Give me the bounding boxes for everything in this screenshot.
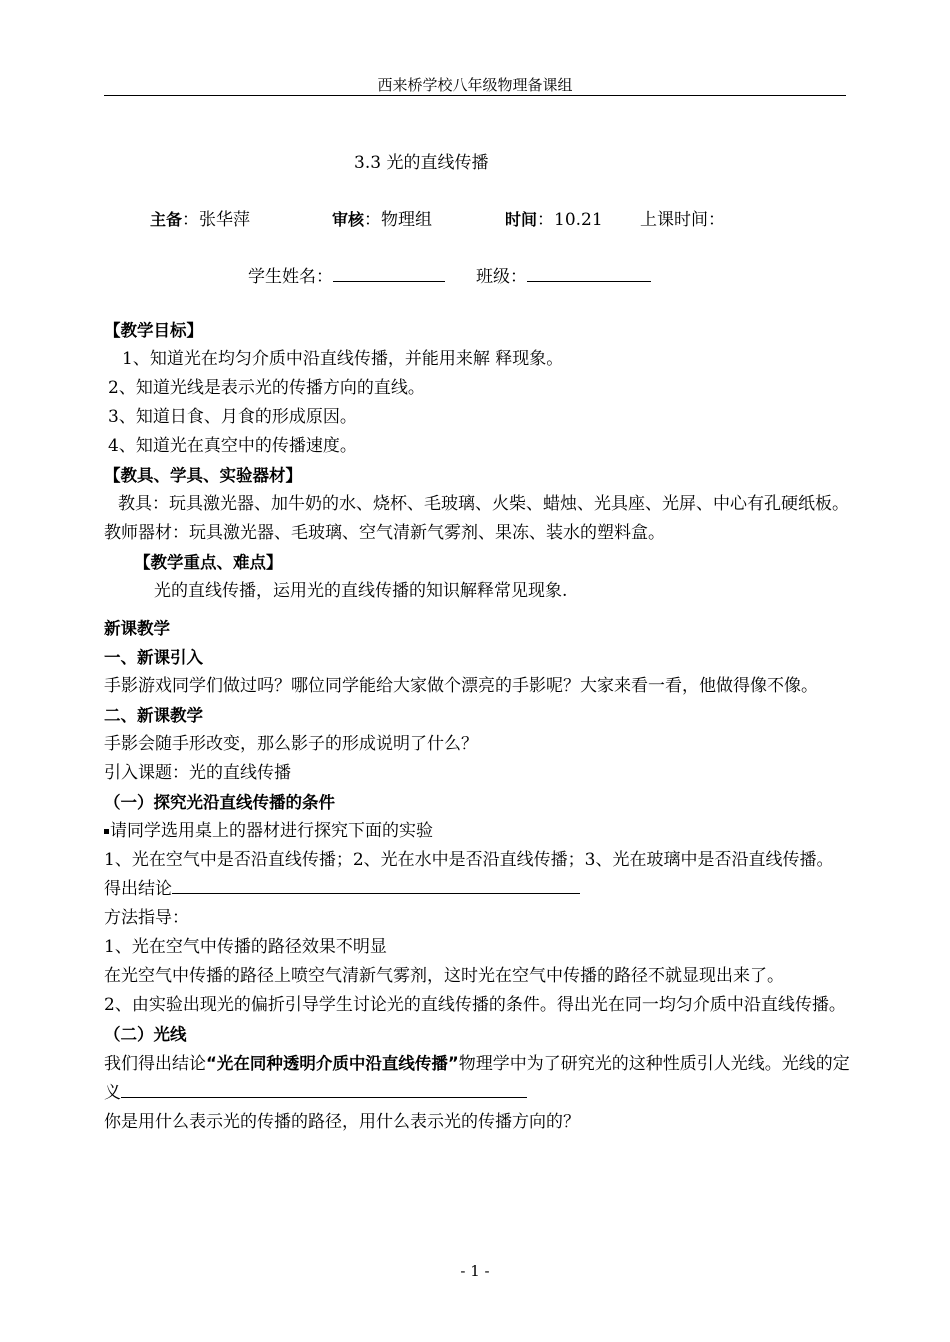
page-header: 西来桥学校八年级物理备课组	[377, 76, 573, 94]
class-blank	[527, 265, 651, 282]
key-text: 光的直线传播，运用光的直线传播的知识解释常见现象.	[154, 581, 568, 601]
class-label: 班级：	[476, 267, 527, 287]
ray-definition-blank	[121, 1081, 527, 1098]
review-field	[332, 205, 432, 230]
method-label: 方法指导：	[104, 908, 189, 928]
subsection-1-items: 1、光在空气中是否沿直线传播；2、光在水中是否沿直线传播；3、光在玻璃中是否沿直线传播。	[104, 850, 834, 870]
sub2-post: 物理学中为了研究光的这种性质引人光线。光线的定义	[104, 1054, 850, 1103]
author-value: ：张华萍	[182, 210, 251, 230]
conclusion-line	[104, 875, 852, 904]
method-1-detail: 在光空气中传播的路径上喷空气清新气雾剂，这时光在空气中传播的路径不就显现出来了。	[104, 966, 784, 986]
time-value: ：10.21	[537, 210, 603, 230]
teach-topic: 引入课题：光的直线传播	[104, 763, 291, 783]
method-2: 2、由实验出现光的偏折引导学生讨论光的直线传播的条件。得出光在同一均匀介质中沿直线传播。	[104, 995, 846, 1015]
class-time-field: 上课时间：	[640, 210, 725, 230]
page-number: - 1 -	[460, 1262, 490, 1280]
class-field	[476, 262, 651, 287]
goal-item: 2、知道光线是表示光的传播方向的直线。	[108, 378, 425, 398]
teach-question: 手影会随手形改变，那么影子的形成说明了什么？	[104, 734, 478, 754]
sub2-pre: 我们得出结论	[104, 1054, 206, 1074]
student-name-blank	[333, 265, 445, 282]
goals-heading: 【教学目标】	[104, 321, 203, 340]
header-rule	[104, 95, 846, 96]
subsection-1-heading: （一）探究光沿直线传播的条件	[104, 793, 335, 812]
document-body	[104, 316, 852, 1137]
subsection-1-lead	[104, 817, 852, 846]
review-value: ：物理组	[364, 210, 433, 230]
student-name-field	[248, 262, 445, 287]
author-field	[150, 205, 250, 230]
sub2-quote: “光在同种透明介质中沿直线传播”	[206, 1054, 459, 1073]
intro-heading: 一、新课引入	[104, 648, 203, 667]
subsection-1-lead-text: 请同学选用桌上的器材进行探究下面的实验	[110, 821, 433, 841]
student-name-label: 学生姓名：	[248, 267, 333, 287]
conclusion-blank	[172, 877, 580, 894]
review-label: 审核	[332, 210, 365, 229]
tools-text: 教具：玩具激光器、加牛奶的水、烧杯、毛玻璃、火柴、蜡烛、光具座、光屏、中心有孔硬纸板。教师器材：玩具激光器、毛玻璃、空气清新气雾剂、果冻、装水的塑料盒。	[104, 494, 849, 543]
bullet-icon	[104, 829, 109, 834]
subsection-2-heading: （二）光线	[104, 1025, 187, 1044]
teach-heading: 二、新课教学	[104, 706, 203, 725]
time-label: 时间	[505, 210, 538, 229]
conclusion-label: 得出结论	[104, 879, 172, 899]
subsection-2-text	[104, 1049, 852, 1108]
lesson-title: 3.3 光的直线传播	[354, 153, 489, 173]
goal-item: 1、知道光在均匀介质中沿直线传播，并能用来解 释现象。	[122, 349, 564, 369]
key-heading: 【教学重点、难点】	[134, 553, 283, 572]
method-1: 1、光在空气中传播的路径效果不明显	[104, 937, 387, 957]
intro-text: 手影游戏同学们做过吗？哪位同学能给大家做个漂亮的手影呢？大家来看一看，他做得像不像。	[104, 676, 818, 696]
goal-item: 3、知道日食、月食的形成原因。	[108, 407, 357, 427]
tools-heading: 【教具、学具、实验器材】	[104, 466, 302, 485]
author-label: 主备	[150, 210, 183, 229]
subsection-2-question: 你是用什么表示光的传播的路径，用什么表示光的传播方向的？	[104, 1112, 580, 1132]
new-lesson-heading: 新课教学	[104, 619, 170, 638]
goal-item: 4、知道光在真空中的传播速度。	[108, 436, 357, 456]
time-field	[505, 205, 603, 230]
